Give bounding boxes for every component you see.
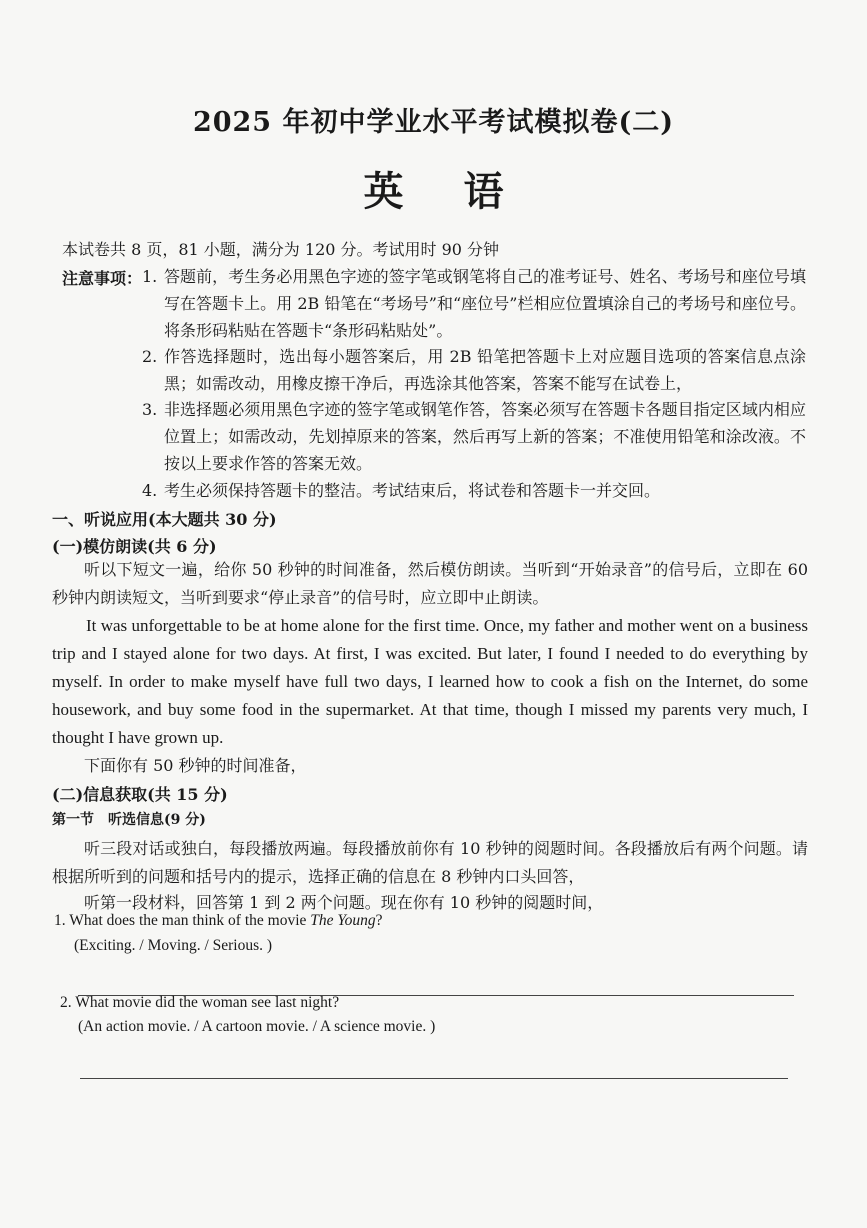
question-text: 1. What does the man think of the movie	[54, 912, 311, 929]
sub1-heading: (一)模仿朗读(共 6 分)	[52, 537, 217, 556]
exam-title: 2025 年初中学业水平考试模拟卷(二)	[192, 107, 675, 138]
notice-item	[142, 477, 806, 504]
sub2-heading: (二)信息获取(共 15 分)	[52, 785, 228, 804]
notice-number: 4.	[142, 481, 158, 500]
exam-intro: 本试卷共 8 页，81 小题，满分为 120 分。考试用时 90 分钟	[62, 240, 500, 259]
notice-item	[142, 343, 806, 397]
prep-notice: 下面你有 50 秒钟的时间准备，	[84, 756, 307, 775]
question-text: 2. What movie did the woman see last night?	[60, 994, 340, 1011]
movie-title: The Young	[310, 912, 376, 929]
notice-text: 考生必须保持答题卡的整洁。考试结束后，将试卷和答题卡一并交回。	[164, 481, 661, 500]
sub2-instruction: 听三段对话或独白，每段播放两遍。每段播放前你有 10 秒钟的阅题时间。各段播放后有两个问题。请根据所听到的问题和括号内的提示，选择正确的信息在 8 秒钟内口头回答，	[52, 839, 808, 886]
question-2	[60, 994, 339, 1012]
notice-text: 作答选择题时，选出每小题答案后，用 2B 铅笔把答题卡上对应题目选项的答案信息点涂黑；如需改动，用橡皮擦干净后，再选涂其他答案，答案不能写在试卷上，	[164, 347, 806, 393]
notice-number: 3.	[142, 400, 158, 419]
question-1	[54, 912, 383, 930]
notice-label: 注意事项：	[62, 269, 143, 288]
subject-title: 英语	[363, 168, 564, 215]
sub1-instruction: 听以下短文一遍，给你 50 秒钟的时间准备，然后模仿朗读。当听到“开始录音”的信号后，立即在 60 秒钟内朗读短文，当听到要求“停止录音”的信号时，应立即中止朗读。	[52, 560, 808, 607]
reading-passage: It was unforgettable to be at home alone for the first time. Once, my father and mother went on a business trip and I stayed alone for two days. At first, I was excited. But later, I found I needed to do everything by myself. In order to make myself have full two days, I learned how to cook a fish on the Internet, do some housework, and buy some food in the supermarket. At that time, though I missed my parents very much, I thought I have grown up.	[52, 616, 808, 747]
notice-item	[142, 263, 806, 344]
section-heading: 第一节 听选信息(9 分)	[52, 812, 206, 828]
notice-text: 答题前，考生务必用黑色字迹的签字笔或钢笔将自己的准考证号、姓名、考场号和座位号填写在答题卡上。用 2B 铅笔在“考场号”和“座位号”栏相应位置填涂自己的考场号和座位号。将条形码粘贴在答题卡“条形码粘贴处”。	[164, 267, 806, 340]
material-instruction: 听第一段材料，回答第 1 到 2 两个问题。现在你有 10 秒钟的阅题时间，	[84, 893, 604, 912]
question-1-options: (Exciting. / Moving. / Serious. )	[74, 937, 273, 954]
notice-item	[142, 396, 806, 477]
notice-text: 非选择题必须用黑色字迹的签字笔或钢笔作答，答案必须写在答题卡各题目指定区域内相应位置上；如需改动，先划掉原来的答案，然后再写上新的答案；不准使用铅笔和涂改液。不按以上要求作答的答案无效。	[164, 400, 806, 473]
question-2-options: (An action movie. / A cartoon movie. / A science movie. )	[78, 1018, 436, 1035]
part1-heading: 一、听说应用(本大题共 30 分)	[52, 510, 277, 529]
answer-line[interactable]	[80, 1078, 788, 1079]
notice-number: 2.	[142, 347, 158, 366]
question-mark: ?	[375, 912, 383, 929]
notice-number: 1.	[142, 267, 158, 286]
